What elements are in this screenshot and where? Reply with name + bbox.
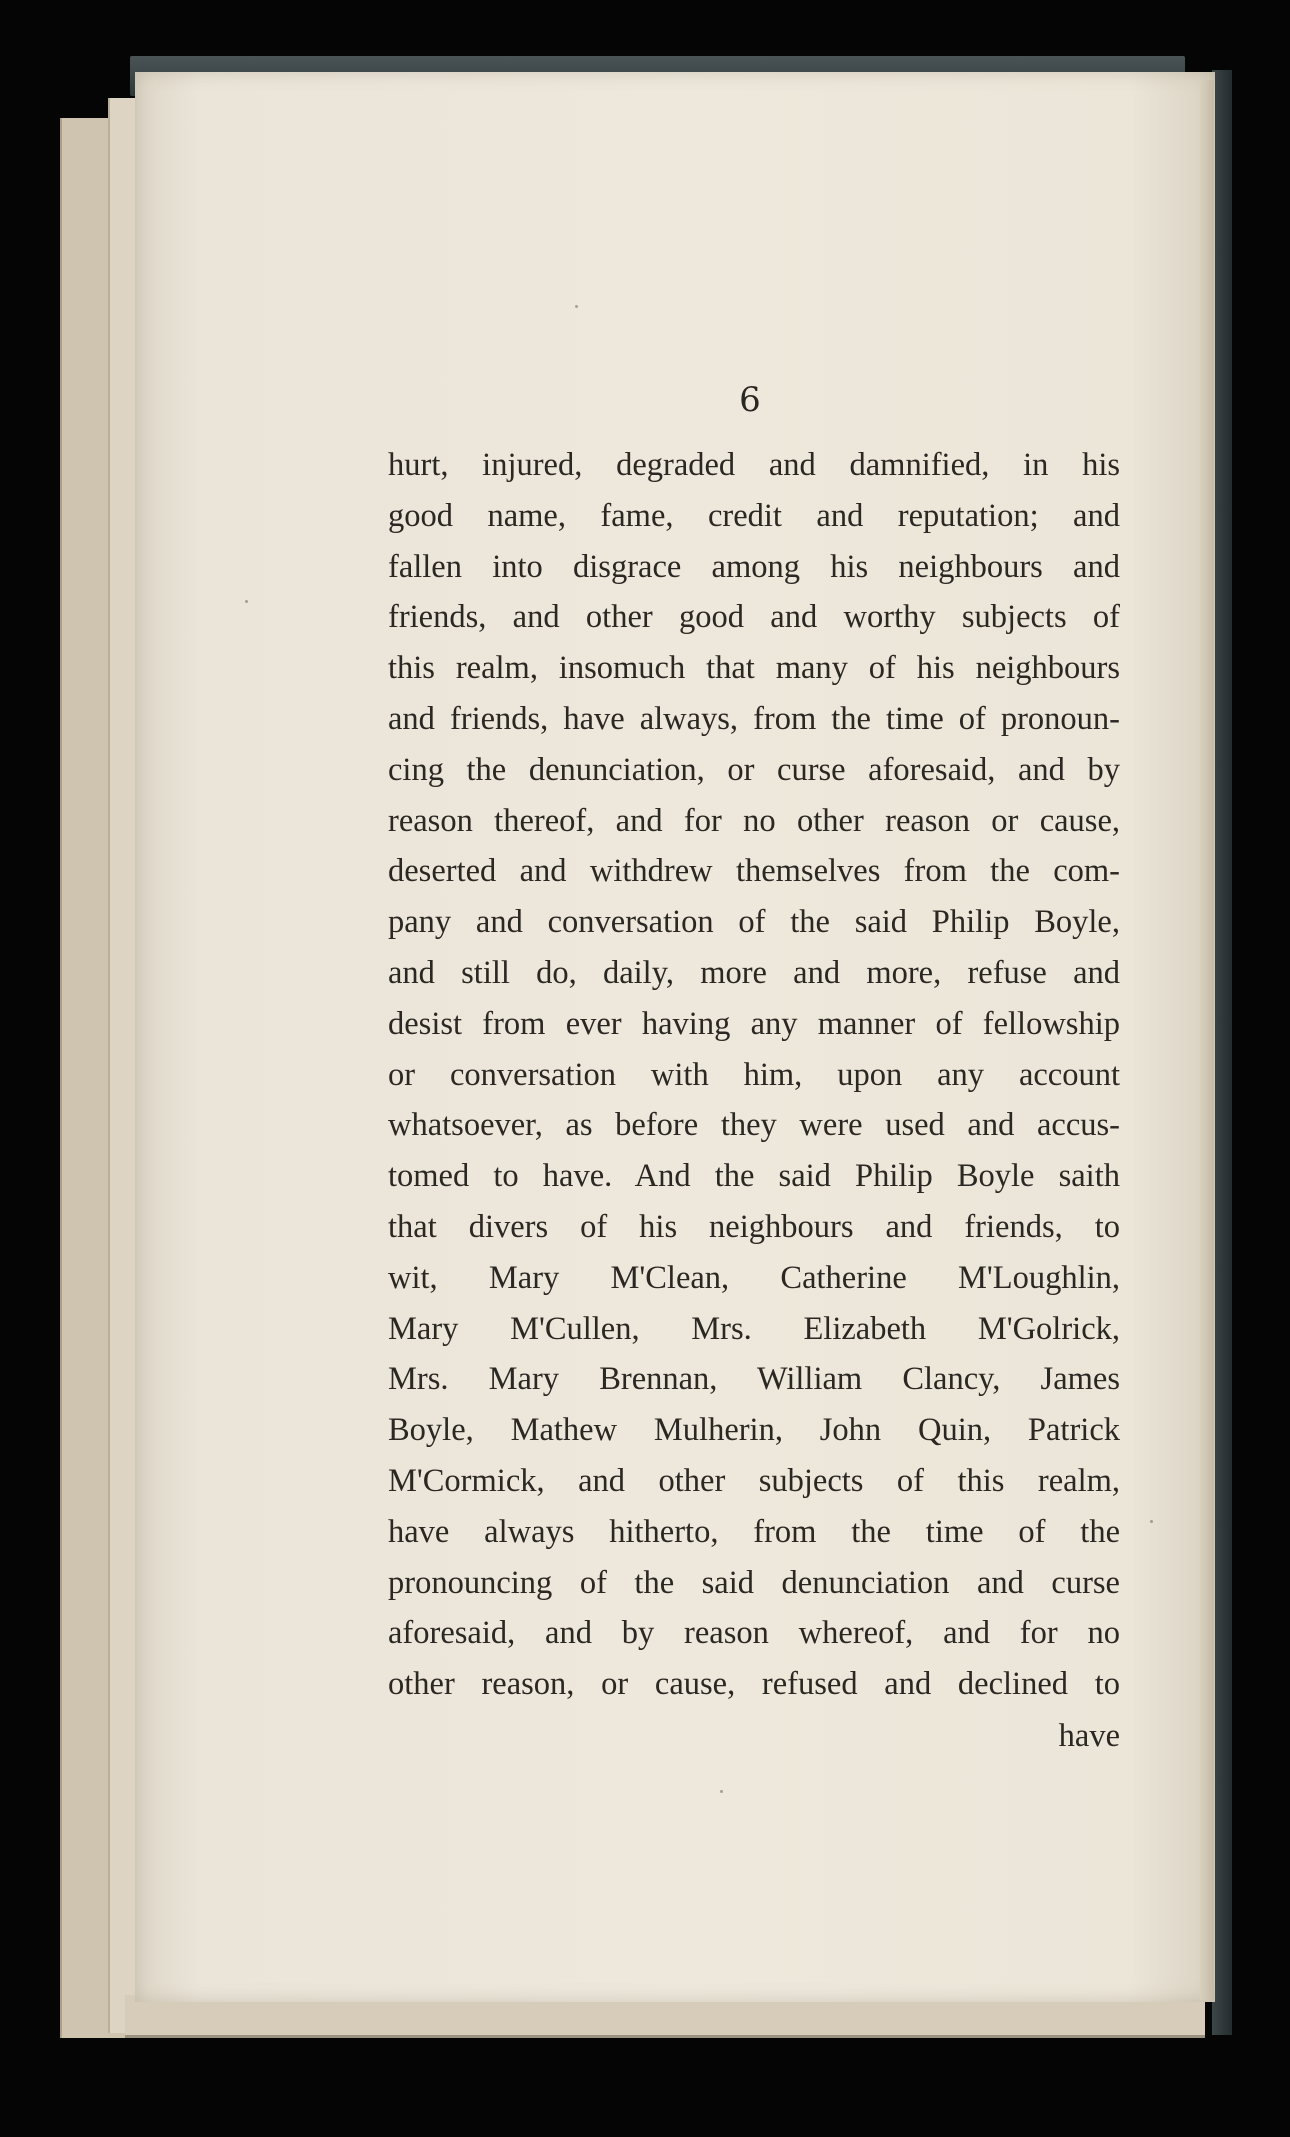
text-line: this realm, insomuch that many of his neighbours: [388, 650, 1120, 687]
text-line: fallen into disgrace among his neighbours and: [388, 548, 1120, 585]
text-line: Mary M'Cullen, Mrs. Elizabeth M'Golrick,: [388, 1310, 1120, 1347]
text-line: M'Cormick, and other subjects of this realm,: [388, 1462, 1120, 1499]
text-line: pany and conversation of the said Philip Boyle,: [388, 904, 1120, 941]
text-line: cing the denunciation, or curse aforesaid, and by: [388, 751, 1120, 788]
text-line: reason thereof, and for no other reason or cause,: [388, 802, 1120, 839]
text-line: and friends, have always, from the time of pronoun-: [388, 700, 1120, 737]
body-text: [388, 440, 1120, 1710]
text-line: pronouncing of the said denunciation and curse: [388, 1564, 1120, 1601]
text-line: or conversation with him, upon any account: [388, 1056, 1120, 1093]
text-line: tomed to have. And the said Philip Boyle saith: [388, 1158, 1120, 1195]
paper-speck: [575, 305, 578, 308]
text-line: that divers of his neighbours and friends, to: [388, 1208, 1120, 1245]
text-line: friends, and other good and worthy subjects of: [388, 599, 1120, 636]
book-cover-right-edge: [1212, 70, 1232, 2035]
text-line: and still do, daily, more and more, refuse and: [388, 954, 1120, 991]
paper-speck: [720, 1790, 723, 1793]
text-line: whatsoever, as before they were used and accus-: [388, 1107, 1120, 1144]
text-line: good name, fame, credit and reputation; and: [388, 497, 1120, 534]
text-line: desist from ever having any manner of fellowship: [388, 1005, 1120, 1042]
text-line: aforesaid, and by reason whereof, and for no: [388, 1615, 1120, 1652]
text-line: other reason, or cause, refused and declined to: [388, 1666, 1120, 1703]
text-line: have always hitherto, from the time of the: [388, 1513, 1120, 1550]
page-number: 6: [739, 380, 761, 420]
text-line: wit, Mary M'Clean, Catherine M'Loughlin,: [388, 1259, 1120, 1296]
paper-speck: [245, 600, 248, 603]
page-right-edge: [1200, 80, 1214, 2000]
paper-speck: [1150, 1520, 1153, 1523]
text-line: Mrs. Mary Brennan, William Clancy, James: [388, 1361, 1120, 1398]
text-line: Boyle, Mathew Mulherin, John Quin, Patrick: [388, 1412, 1120, 1449]
text-line: deserted and withdrew themselves from the com-: [388, 853, 1120, 890]
catchword: have: [1058, 1718, 1120, 1754]
text-line: hurt, injured, degraded and damnified, in his: [388, 447, 1120, 483]
